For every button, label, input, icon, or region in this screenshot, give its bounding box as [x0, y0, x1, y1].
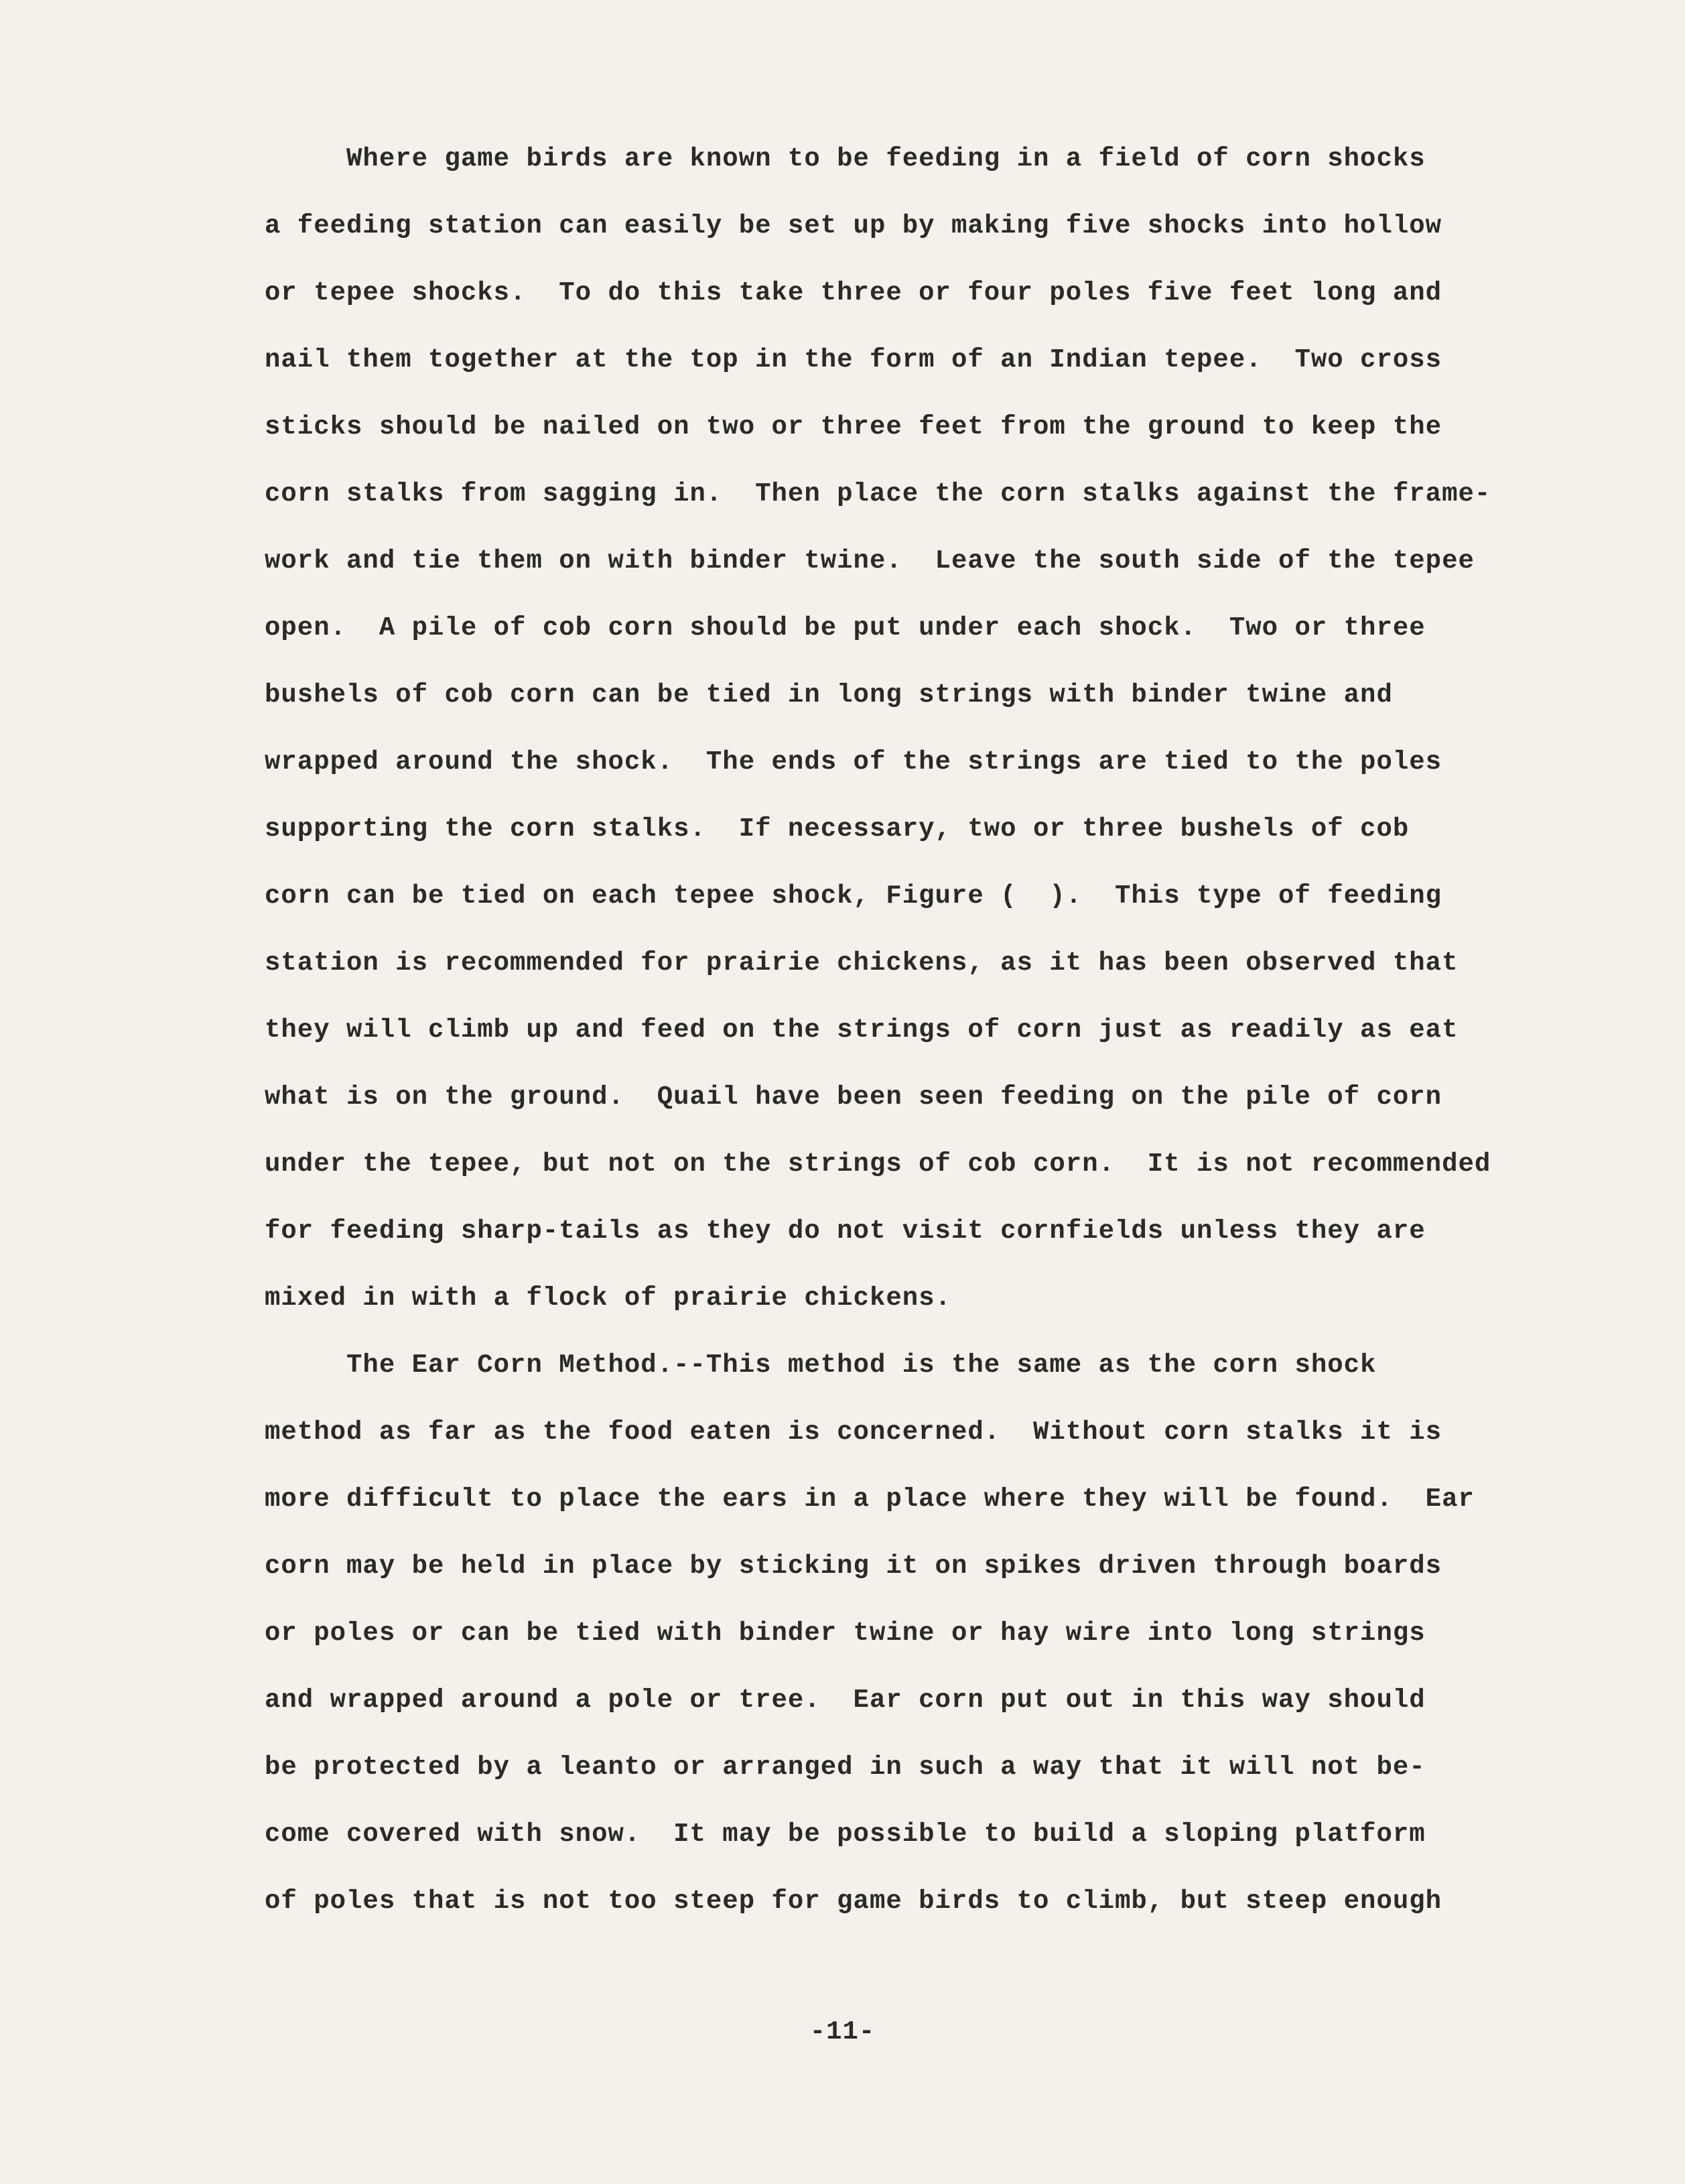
text-line: under the tepee, but not on the strings of cob corn. It is not recommended: [265, 1149, 1491, 1179]
text-line: supporting the corn stalks. If necessary, two or three bushels of cob: [265, 814, 1410, 844]
text-line: wrapped around the shock. The ends of the strings are tied to the poles: [265, 747, 1442, 777]
text-line: nail them together at the top in the form of an Indian tepee. Two cross: [265, 345, 1442, 375]
text-line: they will climb up and feed on the strings of corn just as readily as eat: [265, 1015, 1459, 1045]
text-line: open. A pile of cob corn should be put under each shock. Two or three: [265, 613, 1426, 643]
text-line: method as far as the food eaten is concerned. Without corn stalks it is: [265, 1417, 1442, 1447]
text-line: corn stalks from sagging in. Then place the corn stalks against the frame-: [265, 479, 1491, 509]
text-line: mixed in with a flock of prairie chickens.: [265, 1283, 951, 1313]
text-line: or tepee shocks. To do this take three or four poles five feet long and: [265, 278, 1442, 308]
text-line: sticks should be nailed on two or three feet from the ground to keep the: [265, 412, 1442, 442]
text-line: what is on the ground. Quail have been seen feeding on the pile of corn: [265, 1082, 1442, 1112]
text-line: come covered with snow. It may be possible to build a sloping platform: [265, 1819, 1426, 1849]
text-line: Where game birds are known to be feeding in a field of corn shocks: [265, 144, 1426, 174]
text-line: corn may be held in place by sticking it on spikes driven through boards: [265, 1551, 1442, 1581]
text-line: corn can be tied on each tepee shock, Figure ( ). This type of feeding: [265, 881, 1442, 911]
text-line: bushels of cob corn can be tied in long strings with binder twine and: [265, 680, 1393, 710]
text-line: and wrapped around a pole or tree. Ear corn put out in this way should: [265, 1685, 1426, 1715]
text-line: for feeding sharp-tails as they do not visit cornfields unless they are: [265, 1216, 1426, 1246]
text-line: be protected by a leanto or arranged in such a way that it will not be-: [265, 1752, 1426, 1782]
page-number: -11-: [809, 2017, 876, 2047]
text-line: more difficult to place the ears in a place where they will be found. Ear: [265, 1484, 1475, 1514]
text-line: work and tie them on with binder twine. Leave the south side of the tepee: [265, 546, 1475, 576]
text-line: or poles or can be tied with binder twine or hay wire into long strings: [265, 1618, 1426, 1648]
text-line: a feeding station can easily be set up by making five shocks into hollow: [265, 211, 1442, 241]
text-line: of poles that is not too steep for game birds to climb, but steep enough: [265, 1886, 1442, 1916]
text-line: station is recommended for prairie chickens, as it has been observed that: [265, 948, 1459, 978]
text-line: The Ear Corn Method.--This method is the same as the corn shock: [265, 1350, 1377, 1380]
